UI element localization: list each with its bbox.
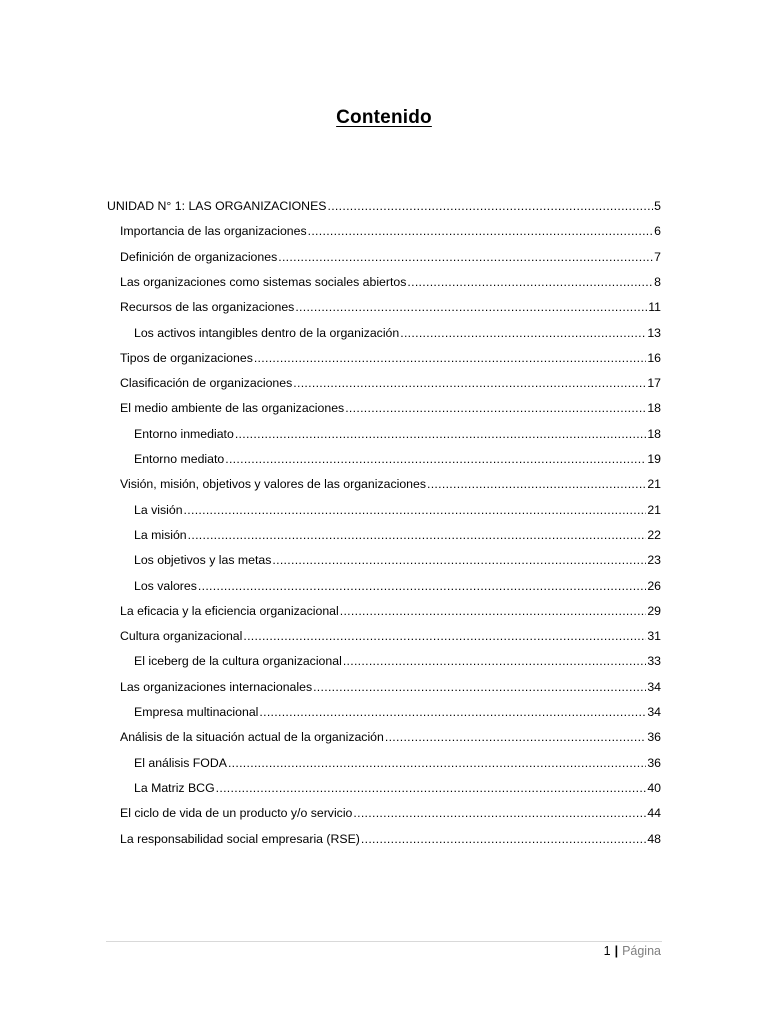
toc-dot-leader <box>293 376 646 391</box>
toc-entry-page: 17 <box>647 376 661 391</box>
toc-entry[interactable] <box>134 420 661 442</box>
toc-dot-leader <box>235 427 647 442</box>
toc-entry-label: Clasificación de organizaciones <box>120 376 293 391</box>
toc-dot-leader <box>243 629 646 644</box>
toc-entry-page: 18 <box>647 426 661 441</box>
toc-dot-leader <box>400 326 646 341</box>
toc-entry[interactable] <box>134 445 661 467</box>
toc-entry[interactable] <box>120 394 661 416</box>
toc-entry-label: Los valores <box>134 578 197 593</box>
toc-entry-page: 29 <box>647 603 661 618</box>
toc-dot-leader <box>327 199 653 214</box>
toc-entry-label: La Matriz BCG <box>134 780 215 795</box>
footer-divider <box>106 941 662 942</box>
toc-entry-page: 7 <box>654 249 661 264</box>
toc-entry-page: 22 <box>647 527 661 542</box>
toc-entry-page: 21 <box>647 502 661 517</box>
toc-entry-label: El medio ambiente de las organizaciones <box>120 401 345 416</box>
page-footer <box>604 944 661 958</box>
toc-entry-label: Importancia de las organizaciones <box>120 224 307 239</box>
toc-entry[interactable] <box>134 647 661 669</box>
toc-entry[interactable] <box>120 622 661 644</box>
toc-entry-page: 31 <box>647 629 661 644</box>
toc-entry-label: Los objetivos y las metas <box>134 553 272 568</box>
toc-entry-page: 11 <box>648 300 661 315</box>
toc-entry[interactable] <box>134 572 661 594</box>
toc-entry[interactable] <box>120 470 661 492</box>
toc-dot-leader <box>259 705 646 720</box>
toc-dot-leader <box>278 250 653 265</box>
toc-entry-page: 26 <box>647 578 661 593</box>
toc-dot-leader <box>198 579 646 594</box>
toc-entry[interactable] <box>134 496 661 518</box>
footer-page-number: 1 <box>603 944 611 958</box>
toc-entry-label: El iceberg de la cultura organizacional <box>134 654 342 669</box>
toc-dot-leader <box>272 553 646 568</box>
toc-entry[interactable] <box>134 546 661 568</box>
toc-dot-leader <box>228 756 646 771</box>
toc-dot-leader <box>188 528 647 543</box>
toc-entry-label: Entorno inmediato <box>134 426 234 441</box>
toc-entry-page: 36 <box>647 730 661 745</box>
toc-dot-leader <box>353 806 646 821</box>
toc-entry[interactable] <box>134 319 661 341</box>
toc-entry[interactable] <box>120 597 661 619</box>
toc-title: Contenido <box>336 107 432 128</box>
toc-dot-leader <box>216 781 647 796</box>
toc-entry[interactable] <box>120 344 661 366</box>
toc-entry[interactable] <box>134 774 661 796</box>
toc-entry-page: 34 <box>647 679 661 694</box>
toc-dot-leader <box>184 503 647 518</box>
toc-entry[interactable] <box>107 192 661 214</box>
toc-entry-page: 34 <box>647 705 661 719</box>
toc-entry-page: 18 <box>647 401 661 416</box>
toc-dot-leader <box>313 680 646 695</box>
toc-dot-leader <box>225 452 646 467</box>
toc-entry-label: Las organizaciones internacionales <box>120 679 313 694</box>
toc-entry-page: 5 <box>654 199 661 213</box>
toc-entry-label: Los activos intangibles dentro de la organización <box>134 325 400 340</box>
toc-entry[interactable] <box>120 268 661 290</box>
toc-entry[interactable] <box>134 521 661 543</box>
toc-entry-page: 16 <box>647 350 661 365</box>
toc-entry-label: Entorno mediato <box>134 452 225 466</box>
toc-entry-label: La misión <box>134 527 187 542</box>
footer-page-word: Página <box>622 944 661 958</box>
toc-dot-leader <box>295 300 647 315</box>
toc-entry-page: 23 <box>647 553 661 568</box>
toc-entry-label: Recursos de las organizaciones <box>120 300 295 315</box>
toc-entry-label: La responsabilidad social empresaria (RSE) <box>120 831 360 846</box>
toc-entry[interactable] <box>120 293 661 315</box>
toc-entry-page: 40 <box>647 780 661 795</box>
toc-entry-label: La visión <box>134 502 183 517</box>
toc-dot-leader <box>407 275 653 290</box>
toc-entry[interactable] <box>120 799 661 821</box>
toc-entry-page: 21 <box>647 477 661 492</box>
toc-dot-leader <box>361 832 646 847</box>
toc-entry-page: 13 <box>647 325 661 340</box>
toc-dot-leader <box>345 401 646 416</box>
toc-dot-leader <box>343 654 647 669</box>
toc-entry-label: Definición de organizaciones <box>120 249 278 264</box>
toc-dot-leader <box>308 224 654 239</box>
toc-entry-page: 19 <box>647 452 661 466</box>
toc-entry-label: El análisis FODA <box>134 755 227 770</box>
toc-entry-label: La eficacia y la eficiencia organizacional <box>120 603 339 618</box>
toc-entry[interactable] <box>120 825 661 847</box>
toc-entry-page: 33 <box>647 654 661 669</box>
toc-entry-page: 44 <box>647 806 661 821</box>
toc-dot-leader <box>385 730 646 745</box>
toc-entry[interactable] <box>134 749 661 771</box>
toc-entry[interactable] <box>120 217 661 239</box>
toc-entry-page: 8 <box>654 274 661 289</box>
toc-entry-page: 6 <box>654 224 661 239</box>
toc-entry-label: Cultura organizacional <box>120 629 243 644</box>
toc-entry-label: Visión, misión, objetivos y valores de las organizaciones <box>120 477 426 492</box>
footer-separator: | <box>614 944 619 958</box>
toc-entry[interactable] <box>120 673 661 695</box>
toc-entry-label: Empresa multinacional <box>134 705 259 719</box>
toc-entry-label: El ciclo de vida de un producto y/o servicio <box>120 806 353 821</box>
toc-entry[interactable] <box>120 369 661 391</box>
toc-entry-page: 48 <box>647 831 661 846</box>
toc-entry[interactable] <box>134 698 661 720</box>
toc-entry-label: Las organizaciones como sistemas sociales abiertos <box>120 274 407 289</box>
toc-entry[interactable] <box>120 243 661 265</box>
toc-entry-page: 36 <box>647 755 661 770</box>
toc-entry-label: Análisis de la situación actual de la organización <box>120 730 384 745</box>
toc-dot-leader <box>427 477 646 492</box>
toc-entry-label: UNIDAD N° 1: LAS ORGANIZACIONES <box>107 199 327 213</box>
toc-entry[interactable] <box>120 723 661 745</box>
toc-dot-leader <box>254 351 646 366</box>
toc-dot-leader <box>340 604 647 619</box>
toc-entry-label: Tipos de organizaciones <box>120 350 253 365</box>
